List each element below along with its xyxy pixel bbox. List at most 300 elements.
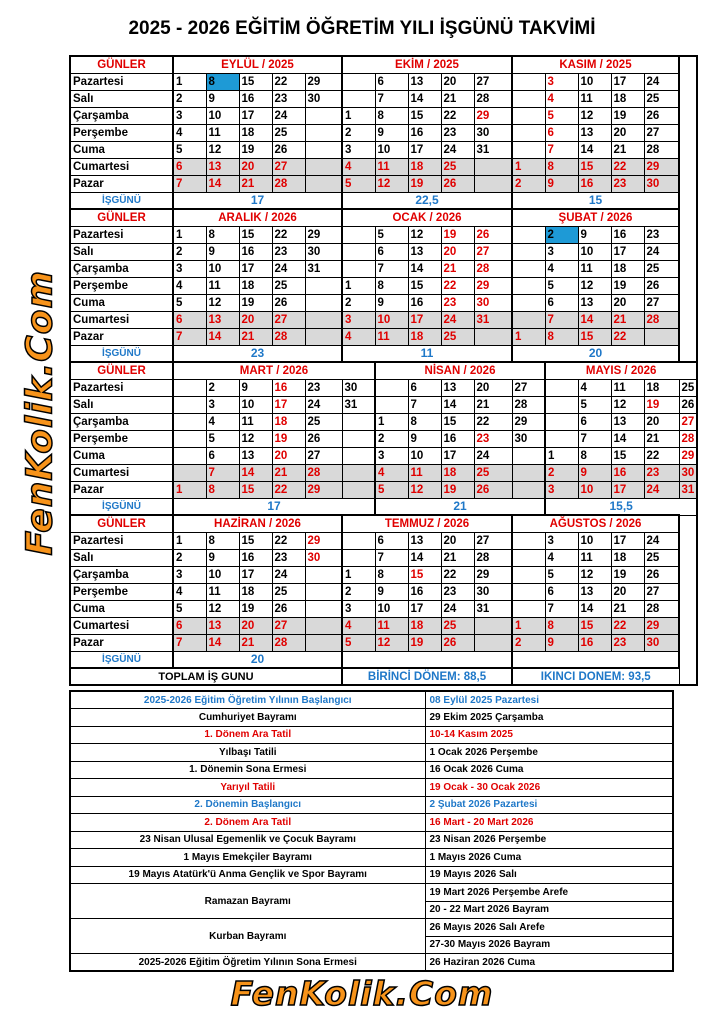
date-cell [644, 328, 679, 345]
date-cell: 29 [474, 107, 512, 124]
date-cell: 9 [206, 90, 239, 107]
isgunu-label: İŞGÜNÜ [70, 192, 173, 209]
date-cell: 29 [679, 447, 697, 464]
day-name: Cuma [70, 294, 173, 311]
date-cell: 1 [342, 566, 375, 583]
date-cell: 21 [272, 464, 305, 481]
date-cell: 23 [441, 583, 474, 600]
second-term-total: IKINCI DONEM: 93,5 [512, 668, 679, 685]
date-cell: 14 [578, 600, 611, 617]
date-cell: 21 [644, 430, 679, 447]
event-date: 26 Haziran 2026 Cuma [425, 954, 673, 972]
date-cell [512, 294, 545, 311]
date-cell: 7 [375, 260, 408, 277]
date-cell: 19 [239, 141, 272, 158]
date-cell: 18 [239, 124, 272, 141]
date-cell: 11 [206, 124, 239, 141]
date-cell: 26 [272, 141, 305, 158]
date-cell: 4 [173, 277, 206, 294]
date-cell: 25 [644, 549, 679, 566]
date-cell: 5 [545, 277, 578, 294]
date-cell: 3 [206, 396, 239, 413]
date-cell: 15 [578, 328, 611, 345]
event-name: 1 Mayıs Emekçiler Bayramı [70, 849, 425, 867]
date-cell: 13 [239, 447, 272, 464]
date-cell: 12 [408, 226, 441, 243]
date-cell: 8 [206, 226, 239, 243]
date-cell: 12 [206, 600, 239, 617]
workday-count: 15 [512, 192, 679, 209]
date-cell: 14 [239, 464, 272, 481]
date-cell: 17 [239, 260, 272, 277]
date-cell [512, 243, 545, 260]
event-date: 1 Mayıs 2026 Cuma [425, 849, 673, 867]
date-cell: 21 [441, 260, 474, 277]
date-cell: 6 [375, 532, 408, 549]
date-cell: 22 [611, 328, 644, 345]
date-cell [545, 396, 578, 413]
date-cell: 16 [239, 90, 272, 107]
month-header: HAZİRAN / 2026 [173, 515, 342, 532]
date-cell: 10 [375, 600, 408, 617]
date-cell: 4 [545, 90, 578, 107]
date-cell: 11 [408, 464, 441, 481]
date-cell: 14 [578, 141, 611, 158]
month-header: OCAK / 2026 [342, 209, 512, 226]
date-cell: 18 [272, 413, 305, 430]
date-cell: 19 [441, 481, 474, 498]
date-cell: 17 [408, 600, 441, 617]
date-cell: 28 [305, 464, 342, 481]
date-cell: 6 [375, 73, 408, 90]
date-cell: 5 [375, 481, 408, 498]
date-cell: 22 [441, 107, 474, 124]
date-cell: 21 [611, 141, 644, 158]
date-cell: 30 [644, 634, 679, 651]
date-cell: 16 [408, 294, 441, 311]
date-cell: 6 [408, 379, 441, 396]
date-cell: 23 [474, 430, 512, 447]
date-cell: 19 [272, 430, 305, 447]
date-cell: 16 [578, 175, 611, 192]
date-cell: 21 [239, 175, 272, 192]
date-cell: 9 [375, 124, 408, 141]
date-cell: 18 [239, 583, 272, 600]
date-cell: 27 [644, 294, 679, 311]
date-cell [512, 277, 545, 294]
date-cell: 1 [512, 158, 545, 175]
day-name: Pazartesi [70, 532, 173, 549]
date-cell: 2 [512, 175, 545, 192]
date-cell: 31 [305, 260, 342, 277]
date-cell: 12 [239, 430, 272, 447]
month-header: EYLÜL / 2025 [173, 56, 342, 73]
date-cell: 27 [474, 243, 512, 260]
date-cell: 11 [578, 260, 611, 277]
date-cell: 27 [474, 532, 512, 549]
date-cell: 25 [305, 413, 342, 430]
date-cell [512, 73, 545, 90]
date-cell: 26 [644, 277, 679, 294]
date-cell: 8 [408, 413, 441, 430]
date-cell: 19 [611, 566, 644, 583]
date-cell: 6 [173, 617, 206, 634]
date-cell: 2 [173, 549, 206, 566]
date-cell: 4 [545, 549, 578, 566]
date-cell: 4 [342, 158, 375, 175]
date-cell: 24 [474, 447, 512, 464]
date-cell: 21 [611, 600, 644, 617]
date-cell: 15 [408, 107, 441, 124]
date-cell: 23 [441, 124, 474, 141]
date-cell: 18 [611, 90, 644, 107]
date-cell: 24 [272, 107, 305, 124]
workday-count: 20 [512, 345, 679, 362]
date-cell [305, 175, 342, 192]
date-cell [305, 277, 342, 294]
date-cell: 10 [206, 107, 239, 124]
date-cell: 12 [578, 277, 611, 294]
date-cell: 22 [272, 226, 305, 243]
date-cell: 13 [408, 243, 441, 260]
date-cell [474, 617, 512, 634]
date-cell: 11 [578, 549, 611, 566]
date-cell: 16 [408, 583, 441, 600]
date-cell [305, 141, 342, 158]
date-cell: 10 [578, 73, 611, 90]
day-name: Salı [70, 549, 173, 566]
date-cell: 29 [474, 566, 512, 583]
date-cell: 24 [644, 532, 679, 549]
date-cell: 30 [474, 124, 512, 141]
date-cell: 30 [305, 243, 342, 260]
date-cell: 3 [545, 73, 578, 90]
date-cell: 8 [375, 566, 408, 583]
date-cell [342, 243, 375, 260]
date-cell: 20 [611, 294, 644, 311]
month-header: ARALIK / 2026 [173, 209, 342, 226]
date-cell: 12 [611, 396, 644, 413]
date-cell: 8 [206, 481, 239, 498]
isgunu-label: İŞGÜNÜ [70, 498, 173, 515]
date-cell: 24 [272, 566, 305, 583]
date-cell: 4 [578, 379, 611, 396]
isgunu-label: İŞGÜNÜ [70, 651, 173, 668]
date-cell: 16 [239, 243, 272, 260]
date-cell: 19 [239, 600, 272, 617]
date-cell: 27 [512, 379, 545, 396]
date-cell: 27 [272, 617, 305, 634]
date-cell [342, 430, 375, 447]
date-cell: 4 [375, 464, 408, 481]
total-workdays-label: TOPLAM İŞ GUNU [70, 668, 342, 685]
date-cell: 13 [206, 617, 239, 634]
date-cell: 8 [578, 447, 611, 464]
date-cell: 15 [578, 158, 611, 175]
date-cell: 23 [611, 175, 644, 192]
date-cell: 3 [545, 243, 578, 260]
date-cell: 23 [441, 294, 474, 311]
date-cell: 24 [644, 481, 679, 498]
event-name: 2. Dönemin Başlangıcı [70, 796, 425, 814]
month-header: EKİM / 2025 [342, 56, 512, 73]
event-date: 19 Ocak - 30 Ocak 2026 [425, 779, 673, 797]
date-cell: 25 [644, 90, 679, 107]
workday-count: 22,5 [342, 192, 512, 209]
date-cell: 7 [545, 311, 578, 328]
date-cell: 9 [578, 464, 611, 481]
date-cell: 17 [441, 447, 474, 464]
date-cell [305, 617, 342, 634]
date-cell: 12 [578, 566, 611, 583]
date-cell [305, 158, 342, 175]
day-name: Cumartesi [70, 158, 173, 175]
date-cell: 18 [239, 277, 272, 294]
date-cell: 5 [206, 430, 239, 447]
date-cell: 10 [206, 566, 239, 583]
event-date: 27-30 Mayıs 2026 Bayram [425, 936, 673, 954]
date-cell: 12 [375, 175, 408, 192]
day-name: Pazar [70, 328, 173, 345]
date-cell [342, 481, 375, 498]
date-cell: 2 [342, 124, 375, 141]
date-cell [173, 396, 206, 413]
month-header: KASIM / 2025 [512, 56, 679, 73]
event-name: Yarıyıl Tatili [70, 779, 425, 797]
event-date: 08 Eylül 2025 Pazartesi [425, 691, 673, 709]
date-cell: 9 [408, 430, 441, 447]
date-cell: 10 [375, 141, 408, 158]
event-name: Kurban Bayramı [70, 919, 425, 954]
date-cell: 29 [305, 226, 342, 243]
date-cell: 10 [206, 260, 239, 277]
date-cell: 26 [272, 600, 305, 617]
date-cell: 14 [206, 634, 239, 651]
date-cell: 21 [611, 311, 644, 328]
date-cell: 23 [272, 90, 305, 107]
event-date: 26 Mayıs 2026 Salı Arefe [425, 919, 673, 937]
date-cell [512, 124, 545, 141]
date-cell [512, 481, 545, 498]
date-cell: 26 [644, 107, 679, 124]
date-cell: 20 [239, 158, 272, 175]
event-date: 29 Ekim 2025 Çarşamba [425, 709, 673, 727]
date-cell: 25 [441, 158, 474, 175]
date-cell: 28 [474, 549, 512, 566]
date-cell: 20 [611, 124, 644, 141]
date-cell [512, 107, 545, 124]
date-cell: 5 [545, 107, 578, 124]
date-cell: 5 [578, 396, 611, 413]
date-cell: 19 [441, 226, 474, 243]
date-cell: 15 [611, 447, 644, 464]
date-cell: 30 [474, 583, 512, 600]
date-cell: 23 [611, 634, 644, 651]
date-cell: 25 [441, 617, 474, 634]
date-cell: 14 [408, 90, 441, 107]
date-cell [173, 447, 206, 464]
date-cell: 31 [474, 311, 512, 328]
date-cell: 26 [474, 226, 512, 243]
date-cell [305, 634, 342, 651]
date-cell: 29 [305, 532, 342, 549]
date-cell: 26 [679, 396, 697, 413]
date-cell: 28 [644, 311, 679, 328]
date-cell: 22 [644, 447, 679, 464]
date-cell: 16 [441, 430, 474, 447]
date-cell: 1 [342, 277, 375, 294]
date-cell: 22 [272, 532, 305, 549]
date-cell: 24 [441, 311, 474, 328]
date-cell: 18 [644, 379, 679, 396]
date-cell: 22 [611, 158, 644, 175]
date-cell [305, 311, 342, 328]
workday-count: 11 [342, 345, 512, 362]
date-cell: 3 [545, 532, 578, 549]
date-cell: 12 [408, 481, 441, 498]
date-cell [342, 413, 375, 430]
day-name: Cuma [70, 600, 173, 617]
date-cell: 9 [375, 583, 408, 600]
date-cell: 25 [272, 583, 305, 600]
date-cell: 17 [272, 396, 305, 413]
date-cell [512, 464, 545, 481]
date-cell: 16 [578, 634, 611, 651]
event-date: 19 Mart 2026 Perşembe Arefe [425, 884, 673, 902]
day-name: Pazar [70, 175, 173, 192]
days-header: GÜNLER [70, 56, 173, 73]
date-cell: 2 [545, 464, 578, 481]
date-cell: 22 [272, 73, 305, 90]
date-cell: 26 [441, 634, 474, 651]
date-cell: 6 [173, 311, 206, 328]
isgunu-label: İŞGÜNÜ [70, 345, 173, 362]
event-date: 16 Mart - 20 Mart 2026 [425, 814, 673, 832]
event-date: 16 Ocak 2026 Cuma [425, 761, 673, 779]
date-cell: 29 [305, 73, 342, 90]
date-cell: 29 [512, 413, 545, 430]
date-cell: 19 [408, 634, 441, 651]
date-cell: 27 [474, 73, 512, 90]
date-cell: 28 [272, 634, 305, 651]
date-cell: 11 [206, 583, 239, 600]
date-cell: 20 [611, 583, 644, 600]
date-cell: 12 [578, 107, 611, 124]
date-cell: 26 [272, 294, 305, 311]
day-name: Pazar [70, 634, 173, 651]
date-cell: 17 [239, 107, 272, 124]
date-cell: 15 [239, 226, 272, 243]
days-header: GÜNLER [70, 209, 173, 226]
date-cell: 4 [545, 260, 578, 277]
date-cell: 19 [408, 175, 441, 192]
date-cell: 15 [239, 481, 272, 498]
date-cell: 7 [545, 600, 578, 617]
date-cell: 25 [272, 124, 305, 141]
date-cell [375, 379, 408, 396]
workday-calendar [69, 55, 698, 686]
date-cell: 18 [441, 464, 474, 481]
date-cell: 27 [272, 311, 305, 328]
date-cell: 22 [474, 413, 512, 430]
date-cell: 20 [474, 379, 512, 396]
date-cell [342, 226, 375, 243]
date-cell: 11 [375, 617, 408, 634]
page-title: 2025 - 2026 EĞİTİM ÖĞRETİM YILI İŞGÜNÜ TAKVİMİ [128, 18, 596, 39]
date-cell: 13 [611, 413, 644, 430]
date-cell: 30 [512, 430, 545, 447]
date-cell [342, 73, 375, 90]
date-cell: 2 [342, 583, 375, 600]
date-cell: 21 [441, 549, 474, 566]
date-cell [342, 447, 375, 464]
date-cell: 6 [545, 583, 578, 600]
date-cell: 26 [474, 481, 512, 498]
date-cell: 14 [408, 549, 441, 566]
date-cell: 11 [206, 277, 239, 294]
date-cell: 17 [611, 532, 644, 549]
date-cell: 21 [441, 90, 474, 107]
date-cell: 20 [239, 617, 272, 634]
workday-count: 21 [375, 498, 545, 515]
days-header: GÜNLER [70, 362, 173, 379]
date-cell: 11 [375, 158, 408, 175]
date-cell: 6 [545, 294, 578, 311]
date-cell: 25 [441, 328, 474, 345]
date-cell: 5 [342, 175, 375, 192]
date-cell: 15 [239, 532, 272, 549]
workday-count [512, 651, 679, 668]
date-cell: 24 [644, 73, 679, 90]
date-cell: 29 [474, 277, 512, 294]
event-date: 10-14 Kasım 2025 [425, 726, 673, 744]
date-cell: 23 [272, 549, 305, 566]
date-cell: 10 [578, 532, 611, 549]
date-cell: 16 [408, 124, 441, 141]
date-cell: 17 [408, 311, 441, 328]
date-cell: 17 [611, 243, 644, 260]
date-cell: 2 [342, 294, 375, 311]
date-cell: 22 [441, 277, 474, 294]
month-header: MAYIS / 2026 [545, 362, 697, 379]
date-cell: 17 [408, 141, 441, 158]
date-cell: 7 [545, 141, 578, 158]
day-name: Pazar [70, 481, 173, 498]
date-cell [512, 549, 545, 566]
event-date: 2 Şubat 2026 Pazartesi [425, 796, 673, 814]
date-cell: 10 [239, 396, 272, 413]
date-cell: 2 [173, 243, 206, 260]
date-cell [342, 260, 375, 277]
date-cell: 8 [545, 617, 578, 634]
date-cell: 13 [578, 583, 611, 600]
date-cell: 24 [441, 141, 474, 158]
date-cell: 23 [305, 379, 342, 396]
date-cell [305, 294, 342, 311]
date-cell: 2 [375, 430, 408, 447]
date-cell [342, 90, 375, 107]
date-cell: 27 [644, 583, 679, 600]
date-cell [545, 430, 578, 447]
date-cell [375, 396, 408, 413]
date-cell: 9 [206, 243, 239, 260]
date-cell [342, 532, 375, 549]
date-cell: 5 [173, 141, 206, 158]
day-name: Pazartesi [70, 379, 173, 396]
date-cell: 18 [408, 617, 441, 634]
date-cell [512, 566, 545, 583]
date-cell: 28 [272, 328, 305, 345]
